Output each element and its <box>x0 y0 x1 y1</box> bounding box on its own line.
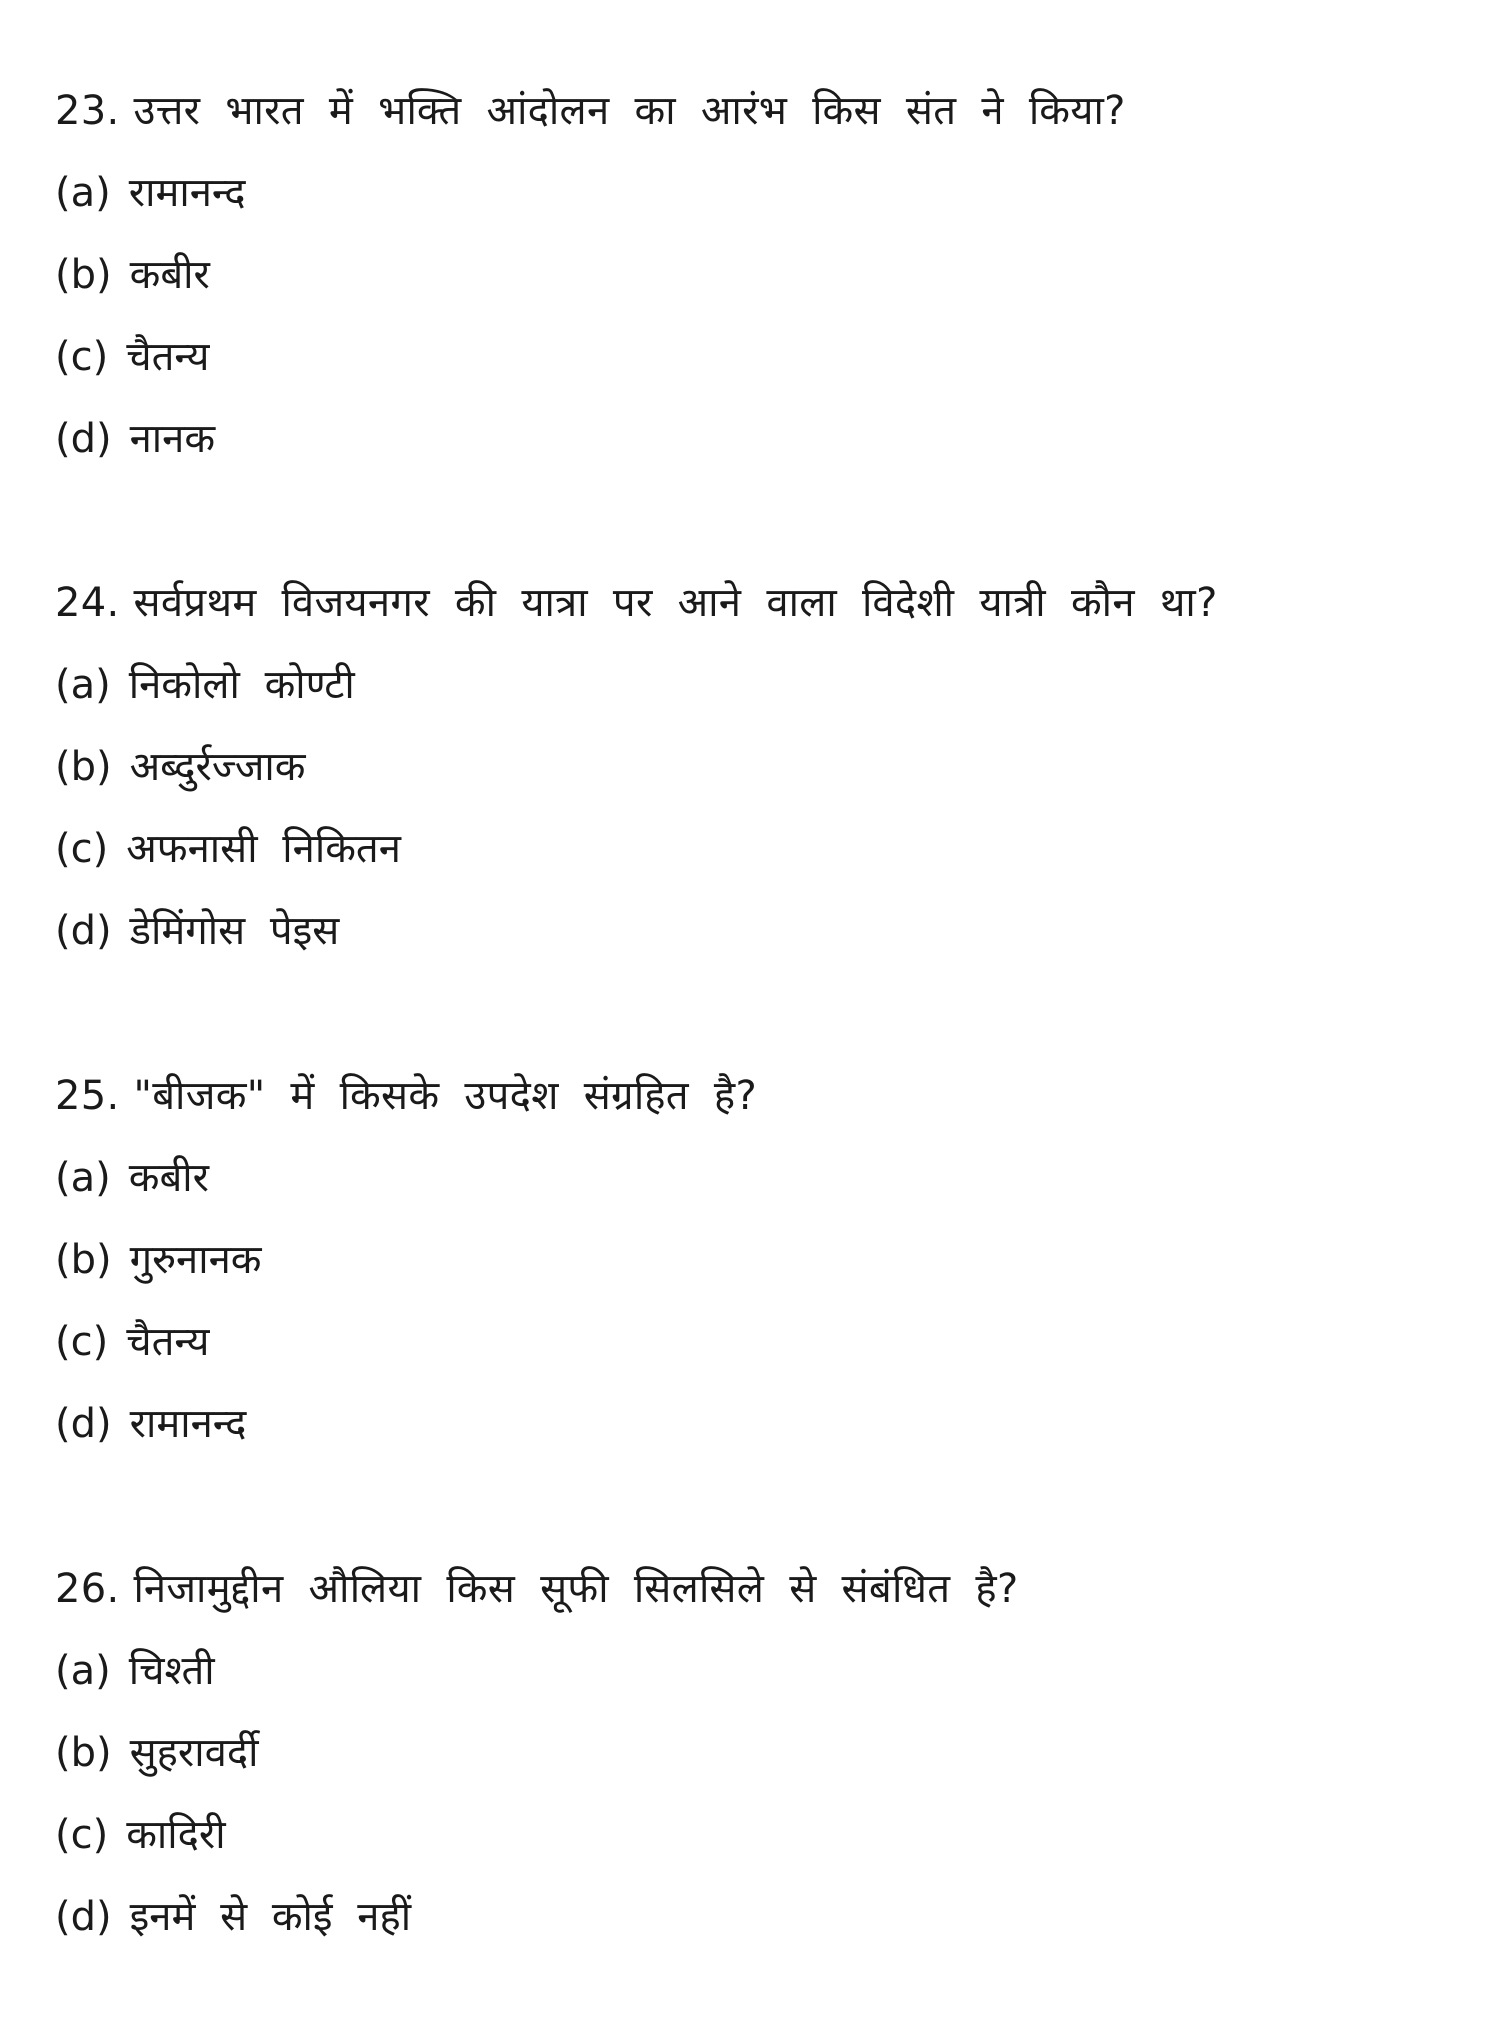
option-label: (c) <box>55 1812 109 1858</box>
question-number: 26. <box>55 1566 120 1612</box>
question-block-24 <box>55 562 1475 972</box>
option-text: कबीर <box>129 252 210 298</box>
option-label: (d) <box>55 1894 112 1940</box>
option-b[interactable] <box>55 1219 1475 1301</box>
question-block-26 <box>55 1548 1475 1958</box>
question-text: निजामुद्दीन औलिया किस सूफी सिलसिले से संबंधित है? <box>133 1566 1019 1612</box>
option-label: (d) <box>55 416 112 462</box>
option-text: चैतन्य <box>126 1319 210 1365</box>
option-text: इनमें से कोई नहीं <box>129 1894 412 1940</box>
option-label: (a) <box>55 662 111 708</box>
option-c[interactable] <box>55 808 1475 890</box>
option-text: गुरुनानक <box>129 1237 262 1283</box>
option-label: (b) <box>55 1730 112 1776</box>
option-text: निकोलो कोण्टी <box>128 662 355 708</box>
option-label: (d) <box>55 1401 112 1447</box>
option-text: सुहरावर्दी <box>129 1730 259 1776</box>
question-block-23 <box>55 70 1475 480</box>
option-text: चैतन्य <box>126 334 210 380</box>
option-text: नानक <box>129 416 216 462</box>
question-number: 24. <box>55 580 120 626</box>
question-text-line <box>55 1548 1475 1630</box>
option-d[interactable] <box>55 1876 1475 1958</box>
option-text: अब्दुर्रज्जाक <box>129 744 306 790</box>
question-text-line <box>55 562 1475 644</box>
option-b[interactable] <box>55 234 1475 316</box>
option-label: (b) <box>55 1237 112 1283</box>
option-text: डेमिंगोस पेइस <box>129 908 340 954</box>
option-d[interactable] <box>55 398 1475 480</box>
question-block-25 <box>55 1055 1475 1465</box>
option-label: (b) <box>55 744 112 790</box>
option-a[interactable] <box>55 1630 1475 1712</box>
option-label: (a) <box>55 170 111 216</box>
option-label: (a) <box>55 1648 111 1694</box>
option-label: (d) <box>55 908 112 954</box>
question-number: 23. <box>55 88 120 134</box>
question-text: सर्वप्रथम विजयनगर की यात्रा पर आने वाला विदेशी यात्री कौन था? <box>133 580 1218 626</box>
option-label: (b) <box>55 252 112 298</box>
option-c[interactable] <box>55 1794 1475 1876</box>
question-text-line <box>55 1055 1475 1137</box>
option-text: चिश्ती <box>128 1648 215 1694</box>
option-b[interactable] <box>55 1712 1475 1794</box>
option-d[interactable] <box>55 890 1475 972</box>
option-label: (c) <box>55 1319 109 1365</box>
option-text: रामानन्द <box>129 1401 247 1447</box>
option-label: (a) <box>55 1155 111 1201</box>
option-label: (c) <box>55 334 109 380</box>
option-d[interactable] <box>55 1383 1475 1465</box>
option-text: कबीर <box>128 1155 210 1201</box>
option-a[interactable] <box>55 644 1475 726</box>
option-text: रामानन्द <box>128 170 246 216</box>
option-c[interactable] <box>55 1301 1475 1383</box>
option-b[interactable] <box>55 726 1475 808</box>
question-text: उत्तर भारत में भक्ति आंदोलन का आरंभ किस संत ने किया? <box>133 88 1126 134</box>
option-text: अफनासी निकितन <box>126 826 401 872</box>
option-a[interactable] <box>55 1137 1475 1219</box>
question-text: "बीजक" में किसके उपदेश संग्रहित है? <box>133 1073 757 1119</box>
question-text-line <box>55 70 1475 152</box>
option-text: कादिरी <box>126 1812 226 1858</box>
option-c[interactable] <box>55 316 1475 398</box>
option-a[interactable] <box>55 152 1475 234</box>
option-label: (c) <box>55 826 109 872</box>
question-number: 25. <box>55 1073 120 1119</box>
